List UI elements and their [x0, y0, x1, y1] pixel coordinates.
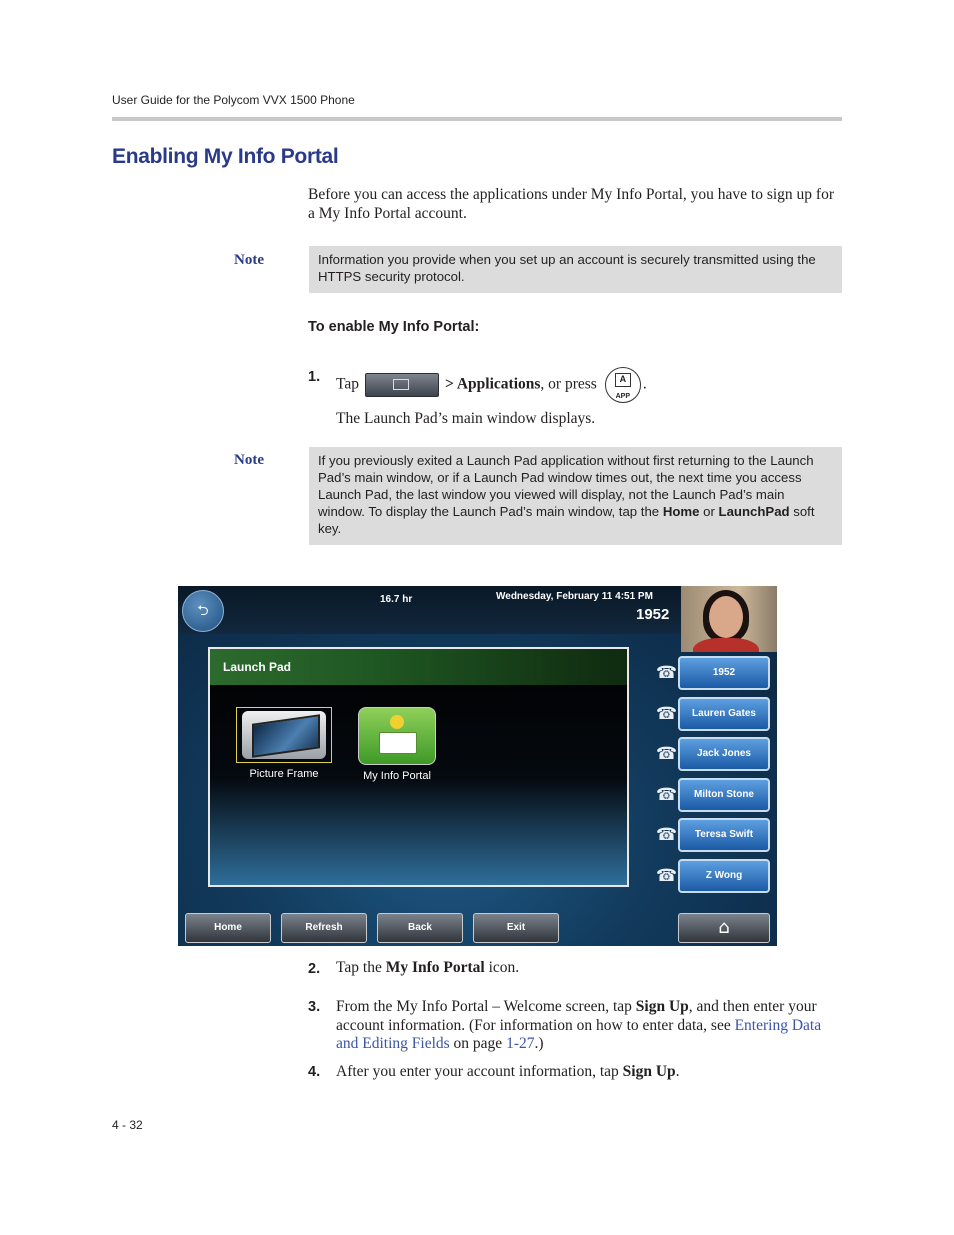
- note-box: [309, 447, 842, 545]
- entering-data-link[interactable]: Entering Data and Editing Fields: [336, 1016, 822, 1052]
- page-link[interactable]: 1-27: [506, 1035, 535, 1052]
- phone-screen: [178, 586, 777, 946]
- line-button-teresa-swift[interactable]: Teresa Swift: [678, 818, 770, 852]
- home-icon[interactable]: ⌂: [678, 913, 770, 943]
- step-number: 2.: [308, 961, 321, 977]
- exit-soft-key[interactable]: Exit: [473, 913, 559, 943]
- step-3: [336, 998, 838, 1054]
- line-button-milton-stone[interactable]: Milton Stone: [678, 778, 770, 812]
- app-key-icon: [605, 367, 641, 403]
- step-1-or-press: , or press: [540, 375, 597, 393]
- page-number: 4 - 32: [112, 1118, 143, 1132]
- step-4-b: Sign Up: [622, 1063, 676, 1080]
- launch-pad-title: Launch Pad: [210, 649, 627, 685]
- step-3-d: on page: [449, 1035, 507, 1052]
- phone-handset-icon: ☎: [656, 785, 678, 805]
- my-info-portal-icon: [358, 707, 436, 765]
- usb-icon[interactable]: ⮌: [182, 590, 224, 632]
- step-3-b: Sign Up: [635, 998, 689, 1015]
- extension-number: 1952: [636, 606, 670, 623]
- procedure-title: To enable My Info Portal:: [308, 319, 480, 335]
- my-info-portal-label: My Info Portal: [363, 770, 431, 782]
- step-2-a: Tap the: [336, 959, 386, 976]
- phone-handset-icon: ☎: [656, 825, 678, 845]
- menu-button-graphic: [365, 373, 439, 397]
- date-time: Wednesday, February 11 4:51 PM: [496, 591, 653, 602]
- note-launchpad: LaunchPad: [718, 504, 790, 519]
- note-text: If you previously exited a Launch Pad application without first returning to the Launch Pad’s main window, or if a Launch Pad window times out, the next time you access Launch Pad, the last window you viewed will display, not the Launch Pad’s main window. To display the Launch Pad’s main window, tap the: [318, 453, 814, 519]
- phone-handset-icon: ☎: [656, 744, 678, 764]
- my-info-portal-app[interactable]: [354, 707, 440, 782]
- note-or: or: [699, 504, 719, 519]
- uptime-hours: 16.7 hr: [380, 594, 413, 605]
- step-1-period: .: [642, 375, 647, 393]
- step-3-e: .): [534, 1035, 544, 1052]
- picture-frame-label: Picture Frame: [249, 768, 319, 780]
- header-rule: [112, 117, 842, 121]
- line-button-1952[interactable]: 1952: [678, 656, 770, 690]
- note-label: Note: [234, 452, 264, 468]
- note-home: Home: [662, 504, 700, 519]
- step-4-a: After you enter your account information, tap: [336, 1063, 623, 1080]
- phone-handset-icon: ☎: [656, 866, 678, 886]
- step-3-c: , and then enter your account information. (For information on how to enter data, see: [336, 998, 817, 1034]
- step-3-a: From the My Info Portal – Welcome screen, tap: [336, 998, 636, 1015]
- user-video-image: [681, 586, 777, 652]
- step-number: 1.: [308, 369, 321, 385]
- note-label: Note: [234, 252, 264, 268]
- launch-pad-window: [208, 647, 629, 887]
- step-4: [336, 1063, 838, 1082]
- step-number: 3.: [308, 999, 321, 1015]
- back-soft-key[interactable]: Back: [377, 913, 463, 943]
- line-button-jack-jones[interactable]: Jack Jones: [678, 737, 770, 771]
- note-text-end: soft key.: [318, 504, 815, 536]
- photo-face: [709, 596, 743, 638]
- running-header: User Guide for the Polycom VVX 1500 Phone: [112, 93, 355, 107]
- app-key-label: APP: [615, 393, 631, 400]
- step-2-c: icon.: [484, 959, 520, 976]
- step-1: [336, 367, 838, 403]
- menu-icon: [393, 379, 409, 390]
- picture-frame-app[interactable]: [236, 707, 332, 780]
- phone-handset-icon: ☎: [656, 663, 678, 683]
- step-2: [336, 959, 838, 978]
- step-number: 4.: [308, 1064, 321, 1080]
- step-4-c: .: [675, 1063, 680, 1080]
- step-2-b: My Info Portal: [385, 959, 485, 976]
- applications-label: > Applications: [445, 375, 541, 393]
- phone-handset-icon: ☎: [656, 704, 678, 724]
- line-button-lauren-gates[interactable]: Lauren Gates: [678, 697, 770, 731]
- intro-paragraph: Before you can access the applications under My Info Portal, you have to sign up for a My Info Portal account.: [308, 186, 834, 222]
- refresh-soft-key[interactable]: Refresh: [281, 913, 367, 943]
- section-title: Enabling My Info Portal: [112, 145, 339, 168]
- step-1-result: The Launch Pad’s main window displays.: [336, 410, 596, 427]
- picture-frame-icon: [236, 707, 332, 763]
- step-1-tap: Tap: [336, 375, 360, 393]
- app-key-glyph: A: [615, 373, 631, 387]
- home-soft-key[interactable]: Home: [185, 913, 271, 943]
- line-button-z-wong[interactable]: Z Wong: [678, 859, 770, 893]
- note-box: Information you provide when you set up an account is securely transmitted using the HTTPS security protocol.: [309, 246, 842, 293]
- photo-body: [693, 638, 759, 652]
